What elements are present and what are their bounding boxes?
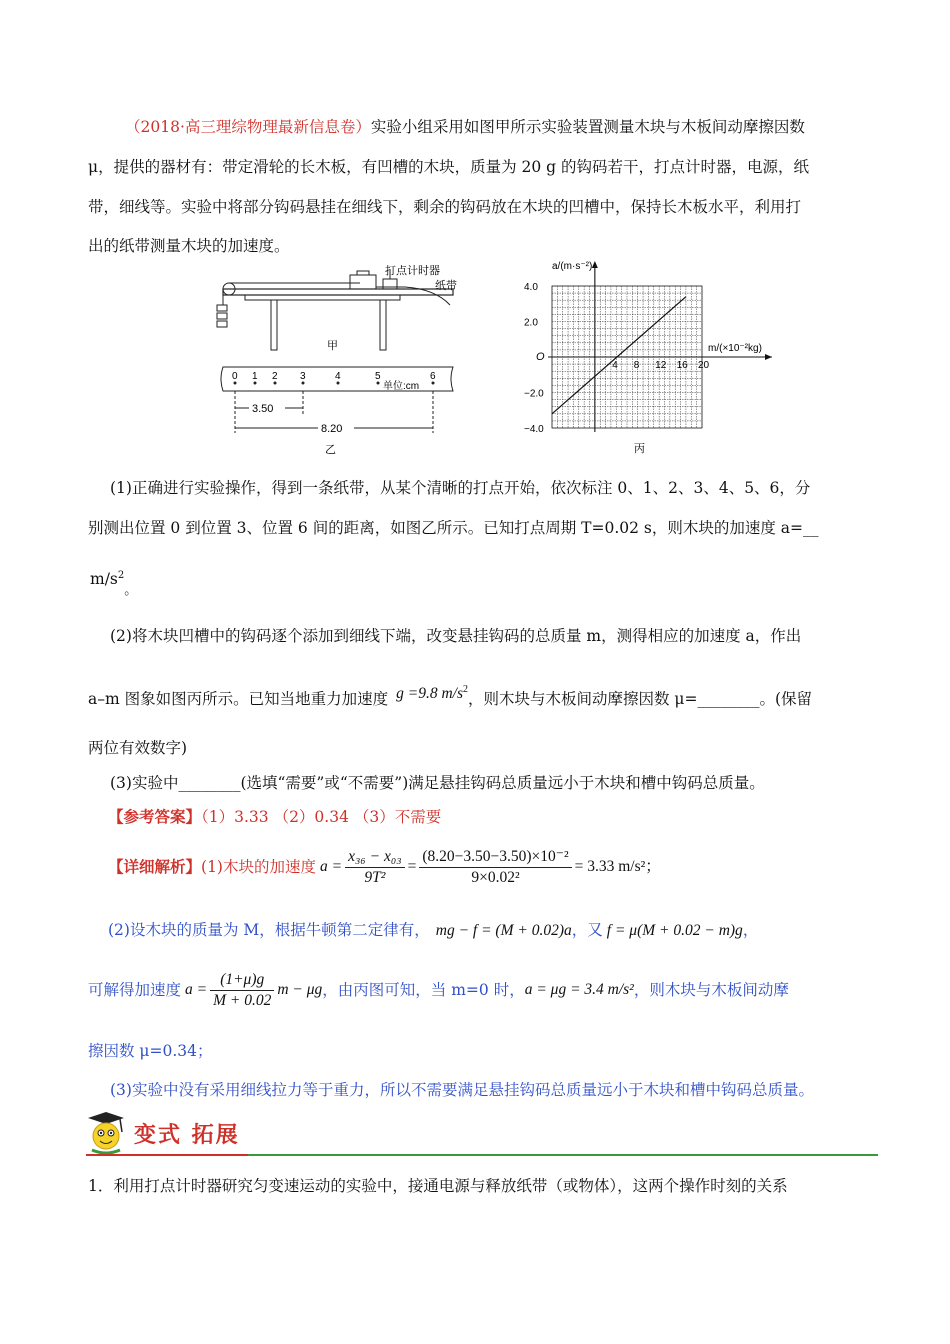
problem-line-1: （2018·高三理综物理最新信息卷）实验小组采用如图甲所示实验装置测量木块与木板间动摩擦因数 — [125, 118, 805, 136]
section-title: 变式 拓展 — [134, 1122, 240, 1148]
section-header — [78, 1110, 878, 1160]
chart-a-m — [522, 258, 787, 458]
x-tick-label: 4 — [612, 360, 618, 371]
section-underline-red — [86, 1154, 248, 1156]
unit-label: 单位:cm — [383, 381, 420, 392]
y-tick-label: 2.0 — [524, 317, 538, 329]
fraction-1: $\frac{\text{x₃₆ − x₀₃}}{\text{9T²}}$ — [345, 847, 405, 888]
chart-xlabel: m/(×10⁻²kg) — [708, 343, 762, 354]
caption-bing: 丙 — [634, 443, 645, 455]
x-tick-label: 8 — [633, 360, 640, 371]
svg-text:2: 2 — [272, 371, 278, 382]
svg-text:6: 6 — [430, 371, 436, 382]
analysis-line-1: 【详细解析】 (1)木块的加速度 a = $\frac{\text{x₃₆ − x₀₃}}{\text{9T²}}$ = $\frac{\text{(8.20−3.50−3.50)×10⁻²}}{\text{9×0.02²}}$ = 3.33 m/s²； — [108, 847, 661, 886]
fraction-3: $\frac{(1+\mu)g}{M + 0.02}$ — [210, 970, 274, 1011]
svg-text:4: 4 — [335, 371, 341, 382]
mascot-icon — [82, 1110, 130, 1156]
tape-label: 纸带 — [435, 280, 457, 292]
q2-line-2: a–m 图象如图丙所示。已知当地重力加速度 g =9.8 $m/s^2$，则木块与木板间动摩擦因数 μ=________。(保留 — [88, 684, 813, 709]
x-tick-label: 20 — [698, 360, 710, 371]
distance-d2: 8.20 — [321, 423, 343, 435]
q2-line-3: 两位有效数字) — [88, 739, 188, 757]
q3-line-1: (3)实验中________(选填“需要”或“不需要”)满足悬挂钩码总质量远小于木块和槽中钩码总质量。 — [110, 774, 765, 792]
problem-line-4: 出的纸带测量木块的加速度。 — [88, 237, 290, 255]
x-tick-label: 16 — [676, 360, 688, 371]
section-underline-green — [248, 1154, 878, 1156]
svg-text:0: 0 — [232, 371, 238, 382]
svg-text:3: 3 — [300, 371, 306, 382]
answer-text: （1）3.33 （2）0.34 （3）不需要 — [201, 808, 442, 826]
q1-unit: $m/s^2_。$ — [90, 570, 138, 599]
analysis-line-2: (2)设木块的质量为 M，根据牛顿第二定律有， mg − f = (M + 0.02)a，又 f = μ(M + 0.02 − m)g， — [108, 921, 759, 939]
caption-yi: 乙 — [325, 444, 336, 456]
q1-line-1: (1)正确进行实验操作，得到一条纸带，从某个清晰的打点开始，依次标注 0、1、2、3、4、5、6，分 — [110, 479, 811, 497]
timer-label: 打点计时器 — [385, 265, 440, 277]
y-tick-label: 4.0 — [524, 282, 538, 293]
chart-origin: O — [536, 351, 545, 363]
svg-text:5: 5 — [375, 371, 381, 382]
y-tick-label: −4.0 — [524, 424, 544, 435]
caption-jia: 甲 — [327, 340, 338, 352]
x-arrow-icon — [765, 354, 772, 360]
analysis-line-4: 擦因数 μ=0.34； — [88, 1042, 213, 1060]
problem-source: （2018·高三理综物理最新信息卷） — [125, 118, 371, 136]
analysis-line-3: 可解得加速度 a = $\frac{(1+\mu)g}{M + 0.02}$ m − μg ，由丙图可知，当 m=0 时， a = μg = 3.4 m/s² ，则木块与木板间动摩 — [88, 970, 789, 1009]
g-value: g =9.8 $m/s^2$ — [396, 684, 468, 703]
q2-line-1: (2)将木块凹槽中的钩码逐个添加到细线下端，改变悬挂钩码的总质量 m，测得相应的加速度 a，作出 — [110, 627, 802, 645]
fraction-2: $\frac{\text{(8.20−3.50−3.50)×10⁻²}}{\text{9×0.02²}}$ — [419, 847, 571, 888]
distance-d1: 3.50 — [252, 403, 274, 415]
y-arrow-icon — [592, 261, 598, 268]
q1-line-2: 别测出位置 0 到位置 3、位置 6 间的距离，如图乙所示。已知打点周期 T=0.02 s，则木块的加速度 a=__ — [88, 519, 819, 537]
svg-text:1: 1 — [252, 371, 258, 382]
analysis-line-5: (3)实验中没有采用细线拉力等于重力，所以不需要满足悬挂钩码总质量远小于木块和槽中钩码总质量。 — [110, 1081, 814, 1099]
chart-ylabel: a/(m·s⁻²) — [552, 261, 593, 272]
analysis-label: 【详细解析】 — [108, 857, 202, 876]
figure-apparatus — [205, 265, 460, 460]
problem-line-2: μ，提供的器材有：带定滑轮的长木板，有凹槽的木块，质量为 20 g 的钩码若干，打点计时器，电源，纸 — [88, 158, 810, 176]
next-question: 1．利用打点计时器研究匀变速运动的实验中，接通电源与释放纸带（或物体），这两个操作时刻的关系 — [88, 1177, 788, 1195]
problem-line-3: 带，细线等。实验中将部分钩码悬挂在细线下，剩余的钩码放在木块的凹槽中，保持长木板水平，利用打 — [88, 198, 802, 216]
answer-label: 【参考答案】 — [108, 807, 202, 826]
y-tick-label: −2.0 — [524, 388, 544, 400]
x-tick-label: 12 — [655, 360, 667, 371]
answer — [108, 807, 441, 827]
